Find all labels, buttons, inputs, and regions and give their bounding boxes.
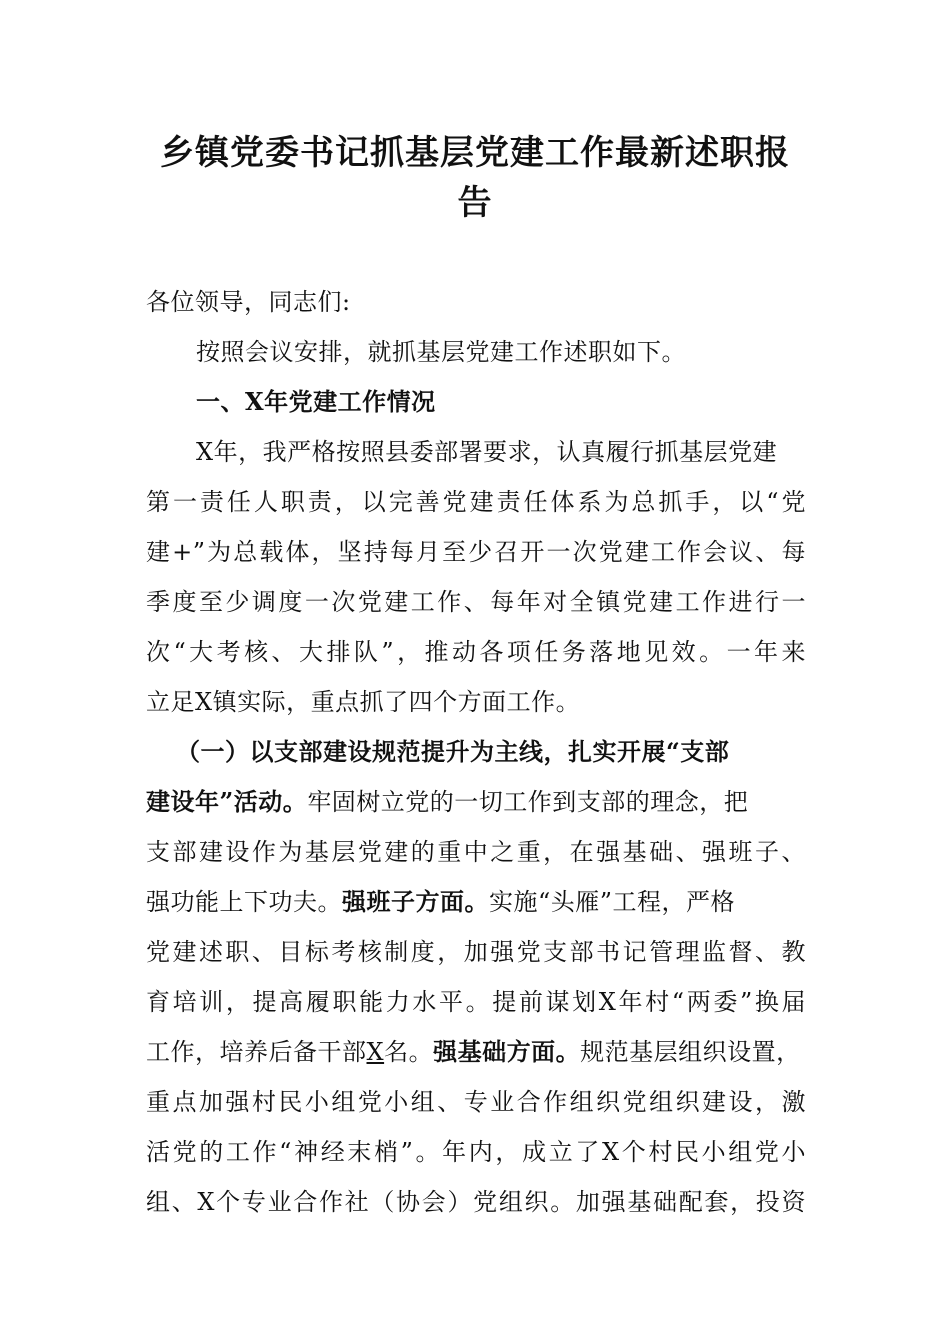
paragraph-line: 重点加强村民小组党小组、专业合作组织党组织建设，激	[146, 1088, 806, 1116]
intro-paragraph: 按照会议安排，就抓基层党建工作述职如下。	[196, 338, 686, 366]
paragraph-line	[146, 787, 748, 817]
section-heading: 一、X年党建工作情况	[196, 387, 436, 416]
paragraph-text: 规范基层组织设置，	[580, 1038, 801, 1066]
paragraph-text: 工作，培养后备干部	[146, 1038, 367, 1066]
paragraph-line: 党建述职、目标考核制度，加强党支部书记管理监督、教	[146, 938, 806, 966]
paragraph-text: 强功能上下功夫。	[146, 888, 342, 916]
paragraph-line: 建+”为总载体，坚持每月至少召开一次党建工作会议、每	[146, 538, 806, 566]
paragraph-line: 次“大考核、大排队”，推动各项任务落地见效。一年来	[146, 638, 806, 666]
paragraph-line: 立足X镇实际，重点抓了四个方面工作。	[146, 688, 581, 716]
document-title-line-1: 乡镇党委书记抓基层党建工作最新述职报	[160, 133, 790, 173]
bold-inline-heading: 强班子方面。	[342, 887, 489, 916]
paragraph-line: X年，我严格按照县委部署要求，认真履行抓基层党建	[196, 438, 778, 466]
document-title-line-2: 告	[457, 183, 493, 223]
paragraph-line: 第一责任人职责，以完善党建责任体系为总抓手，以“党	[146, 488, 806, 516]
paragraph-line: 支部建设作为基层党建的重中之重，在强基础、强班子、	[146, 838, 806, 866]
salutation: 各位领导，同志们:	[146, 288, 351, 316]
paragraph-line: 活党的工作“神经末梢”。年内，成立了X个村民小组党小	[146, 1138, 806, 1166]
bold-inline-heading: 强基础方面。	[433, 1037, 581, 1066]
paragraph-line: 季度至少调度一次党建工作、每年对全镇党建工作进行一	[146, 588, 806, 616]
paragraph-text: 牢固树立党的一切工作到支部的理念，把	[307, 788, 749, 816]
underlined-placeholder: X	[366, 1038, 385, 1066]
subsection-heading-continued: 建设年”活动。	[146, 787, 308, 816]
subsection-heading: （一）以支部建设规范提升为主线，扎实开展“支部	[176, 737, 730, 766]
paragraph-text: 名。	[384, 1038, 434, 1066]
paragraph-text: 实施“头雁”工程，严格	[489, 888, 736, 916]
paragraph-line	[146, 1037, 801, 1067]
paragraph-line	[146, 887, 735, 917]
paragraph-line: 组、X个专业合作社（协会）党组织。加强基础配套，投资	[146, 1188, 806, 1216]
paragraph-line: 育培训，提高履职能力水平。提前谋划X年村“两委”换届	[146, 988, 806, 1016]
